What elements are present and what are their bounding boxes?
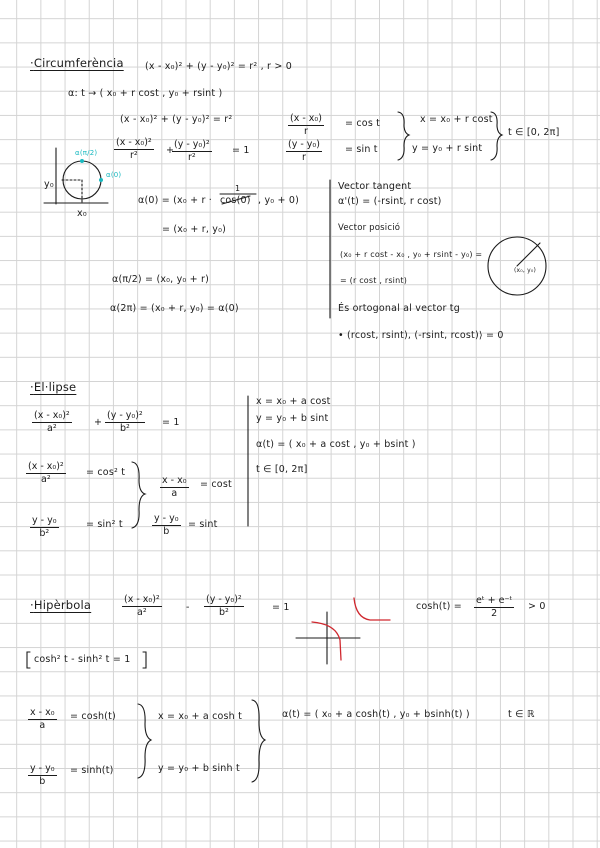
- ellipse-sin-rhs: = sin² t: [86, 519, 123, 530]
- cos-frac: $\frac{\text{(x - x₀)}}{r}$: [290, 113, 322, 138]
- ellipse-cos2-rhs: = cost: [200, 479, 232, 490]
- hyperbola-x-eq: x = x₀ + a cosh t: [158, 711, 243, 722]
- circle-eq-line: (x - x₀)² + (y - y₀)² = r²: [120, 114, 233, 125]
- cosh-rhs: > 0: [528, 601, 546, 612]
- vector-tangent-eq: α'(t) = (-rsint, r cost): [338, 196, 442, 207]
- ellipse-heading: ·El·lipse: [30, 380, 77, 394]
- strike-line: [222, 196, 250, 204]
- hyperbola-alpha: α(t) = ( x₀ + a cosh(t) , y₀ + bsinh(t) ): [282, 709, 470, 720]
- hyperbolic-identity: cosh² t - sinh² t = 1: [34, 654, 131, 665]
- circle-main-equation: (x - x₀)² + (y - y₀)² = r² , r > 0: [145, 61, 293, 72]
- alpha-pi2: α(π/2) = (x₀, y₀ + r): [112, 274, 210, 285]
- right-brace: [138, 704, 151, 778]
- plot-point: [99, 178, 103, 182]
- equals-one: = 1: [162, 417, 180, 428]
- ellipse-sin-frac: $\frac{\text{y - y₀}}{\text{b²}}$: [32, 515, 57, 540]
- sin-rhs: = sin t: [345, 144, 378, 155]
- hyperbola-cosh-frac: $\frac{\text{x - x₀}}{a}$: [30, 707, 55, 732]
- identity-bracket: [143, 652, 146, 668]
- plus-sign: +: [94, 417, 103, 428]
- right-brace: [398, 112, 409, 160]
- ellipse-cos-rhs: = cos² t: [86, 467, 126, 478]
- plot-dashed-guide: [62, 180, 82, 203]
- right-brace: [252, 700, 265, 782]
- circle-x-eq: x = x₀ + r cost: [420, 114, 493, 125]
- ellipse-sin2-frac: $\frac{\text{y - y₀}}{b}$: [154, 513, 179, 538]
- circle-param: α: t → ( x₀ + r cost , y₀ + rsint ): [68, 88, 223, 99]
- orthogonal-text: És ortogonal al vector tg: [338, 303, 460, 314]
- minus-sign: -: [186, 602, 190, 613]
- vector-position-eq2: = (r cost , rsint): [340, 276, 408, 285]
- vector-position-eq: (x₀ + r cost - x₀ , y₀ + rsint - y₀) =: [340, 250, 483, 259]
- hyperbola-heading: ·Hipèrbola: [30, 598, 92, 612]
- hyperbola-t-range: t ∈ ℝ: [508, 709, 535, 720]
- plot-y0-label: y₀: [44, 179, 54, 190]
- circle-y-eq: y = y₀ + r sint: [412, 143, 483, 154]
- vector-position-title: Vector posició: [338, 223, 401, 233]
- circle-frac-x: $\frac{\text{(x - x₀)²}}{\text{r²}}$: [116, 137, 152, 162]
- equals-one: = 1: [272, 602, 290, 613]
- orthogonal-eq: • (rcost, rsint), (-rsint, rcost)⟩ = 0: [338, 330, 504, 341]
- alpha0-lhs: α(0) = (x₀ + r ·: [138, 195, 212, 206]
- hyperbola-frac-x: $\frac{\text{(x - x₀)²}}{\text{a²}}$: [124, 594, 160, 619]
- ellipse-cos-frac: $\frac{\text{(x - x₀)²}}{\text{a²}}$: [28, 461, 64, 486]
- cosh-lhs: cosh(t) =: [416, 601, 462, 612]
- plot-point-label-2: α(0): [106, 171, 122, 179]
- circle-frac-y: $\frac{\text{(y - y₀)²}}{\text{r²}}$: [174, 139, 210, 164]
- circle-center-label: (x₀, y₀): [514, 267, 537, 274]
- ellipse-cos2-frac: $\frac{\text{x - x₀}}{a}$: [162, 475, 187, 500]
- identity-bracket: [27, 652, 30, 668]
- hyperbola-sinh-frac: $\frac{\text{y - y₀}}{b}$: [30, 763, 55, 788]
- plus-sign: +: [166, 145, 175, 156]
- ellipse-frac-y: $\frac{\text{(y - y₀)²}}{\text{b²}}$: [107, 410, 143, 435]
- alpha0-result: = (x₀ + r, y₀): [162, 224, 226, 235]
- sin-frac: $\frac{\text{(y - y₀)}}{r}$: [288, 139, 320, 164]
- radius-line: [517, 243, 540, 266]
- ellipse-frac-x: $\frac{\text{(x - x₀)²}}{\text{a²}}$: [34, 410, 70, 435]
- ellipse-alpha: α(t) = ( x₀ + a cost , y₀ + bsint ): [256, 439, 416, 450]
- hyperbola-branch-right: [354, 598, 390, 620]
- circle-t-range: t ∈ [0, 2π]: [508, 127, 560, 138]
- ellipse-sin2-rhs: = sint: [188, 519, 218, 530]
- alpha-2pi: α(2π) = (x₀ + r, y₀) = α(0): [110, 303, 239, 314]
- cosh-frac: $\frac{\text{eᵗ + e⁻ᵗ}}{2}$: [476, 595, 513, 620]
- ellipse-t-range: t ∈ [0, 2π]: [256, 464, 308, 475]
- ellipse-y-eq: y = y₀ + b sint: [256, 413, 329, 424]
- cos-rhs: = cos t: [345, 118, 381, 129]
- hyperbola-y-eq: y = y₀ + b sinh t: [158, 763, 240, 774]
- plot-point-label-1: α(π/2): [75, 149, 98, 157]
- hyperbola-frac-y: $\frac{\text{(y - y₀)²}}{\text{b²}}$: [206, 594, 242, 619]
- plot-point: [80, 159, 84, 163]
- hyperbola-cosh-rhs: = cosh(t): [70, 711, 116, 722]
- hyperbola-sinh-rhs: = sinh(t): [70, 765, 114, 776]
- circle-heading: ·Circumferència: [30, 56, 124, 70]
- plot-x0-label: x₀: [77, 208, 87, 219]
- alpha0-frac-num: 1: [235, 184, 241, 193]
- right-brace: [132, 462, 145, 528]
- vector-tangent-title: Vector tangent: [338, 181, 412, 192]
- equals-one: = 1: [232, 145, 250, 156]
- alpha0-rest: , y₀ + 0): [258, 195, 300, 206]
- alpha0-cos: cos(0): [220, 195, 251, 206]
- ellipse-x-eq: x = x₀ + a cost: [256, 396, 331, 407]
- right-brace: [491, 112, 502, 160]
